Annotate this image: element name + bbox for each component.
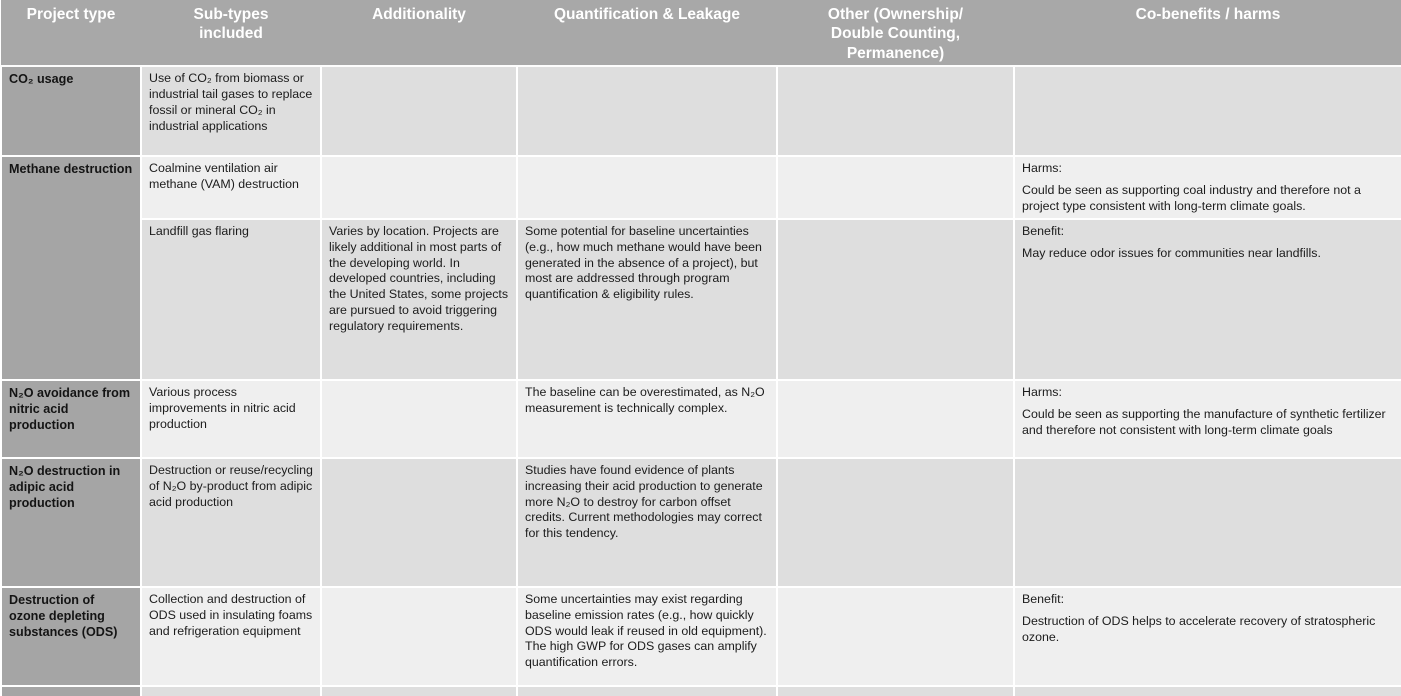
quantification-cell: Some potential for baseline uncertainties (e.g., how much methane would have been generated in the absence of a project), but most are addressed through program quantification & eligibility rules. bbox=[517, 219, 777, 380]
header-project-type bbox=[1, 0, 141, 66]
project-type-cell: Destruction of ozone depleting substances (ODS) bbox=[1, 587, 141, 686]
project-type-cell: Methane destruction bbox=[1, 156, 141, 380]
header-row bbox=[1, 0, 1401, 66]
header-cobenefits-harms bbox=[1014, 0, 1401, 66]
cobenefit-label: Benefit: bbox=[1022, 223, 1065, 238]
empty-cell bbox=[321, 66, 517, 156]
empty-cell bbox=[777, 380, 1014, 458]
empty-cell bbox=[777, 686, 1014, 696]
project-type-cell: N₂O destruction in adipic acid production bbox=[1, 458, 141, 587]
empty-cell bbox=[1014, 66, 1401, 156]
header-label: Co-benefits / harms bbox=[1135, 6, 1281, 23]
empty-cell bbox=[777, 587, 1014, 686]
header-label: Other (Ownership/ Double Counting, Permanence) bbox=[827, 6, 964, 62]
cobenefit-label: Harms: bbox=[1022, 161, 1062, 176]
row-methane-landfill bbox=[1, 219, 1401, 380]
empty-cell bbox=[777, 66, 1014, 156]
header-label: Quantification & Leakage bbox=[553, 6, 741, 23]
header-sub-types bbox=[141, 0, 321, 66]
empty-cell bbox=[1014, 686, 1401, 696]
header-other-ownership bbox=[777, 0, 1014, 66]
cobenefit-text: Destruction of ODS helps to accelerate recovery of stratospheric ozone. bbox=[1022, 613, 1376, 644]
subtypes-cell: Destruction or reuse/recycling of N₂O by-product from adipic acid production bbox=[141, 458, 321, 587]
header-quantification-leakage bbox=[517, 0, 777, 66]
subtypes-cell: Collection and destruction of ODS used in insulating foams and refrigeration equipment bbox=[141, 587, 321, 686]
cobenefits-cell bbox=[1014, 219, 1401, 380]
row-methane-vam bbox=[1, 156, 1401, 219]
row-co2-usage bbox=[1, 66, 1401, 156]
subtypes-cell: Landfill gas flaring bbox=[141, 219, 321, 380]
header-additionality bbox=[321, 0, 517, 66]
additionality-cell: Varies by location. Projects are likely additional in most parts of the developing world. In developed countries, including the United States, some projects are pursued to avoid triggering regulatory requirements. bbox=[321, 219, 517, 380]
empty-cell bbox=[517, 66, 777, 156]
empty-cell bbox=[321, 380, 517, 458]
quantification-cell: Some uncertainties may exist regarding baseline emission rates (e.g., how quickly ODS would leak if reused in old equipment). The high GWP for ODS gases can amplify quantification errors. bbox=[517, 587, 777, 686]
cobenefit-label: Harms: bbox=[1022, 384, 1062, 399]
cobenefits-cell bbox=[1014, 380, 1401, 458]
empty-cell bbox=[777, 156, 1014, 219]
empty-cell bbox=[777, 219, 1014, 380]
cobenefits-cell bbox=[1014, 156, 1401, 219]
empty-cell bbox=[321, 686, 517, 696]
subtypes-cell: Use of CO₂ from biomass or industrial tail gases to replace fossil or mineral CO₂ in industrial applications bbox=[141, 66, 321, 156]
cobenefit-text: Could be seen as supporting the manufacture of synthetic fertilizer and therefore not consistent with long-term climate goals bbox=[1022, 406, 1386, 437]
cobenefit-text: Could be seen as supporting coal industry and therefore not a project type consistent with long-term climate goals. bbox=[1022, 183, 1361, 213]
project-type-cell: N₂O avoidance from nitric acid production bbox=[1, 380, 141, 458]
subtypes-cell: Coalmine ventilation air methane (VAM) destruction bbox=[141, 156, 321, 219]
empty-cell bbox=[777, 458, 1014, 587]
cobenefits-cell bbox=[1014, 587, 1401, 686]
row-cutoff bbox=[1, 686, 1401, 696]
row-n2o-nitric bbox=[1, 380, 1401, 458]
empty-cell bbox=[321, 587, 517, 686]
empty-cell bbox=[321, 458, 517, 587]
header-label: Sub-types included bbox=[193, 6, 269, 43]
cobenefit-label: Benefit: bbox=[1022, 591, 1065, 606]
header-label: Additionality bbox=[372, 6, 466, 23]
empty-cell bbox=[321, 156, 517, 219]
empty-cell bbox=[1014, 458, 1401, 587]
empty-cell bbox=[517, 156, 777, 219]
project-type-cell bbox=[1, 686, 141, 696]
quantification-cell: The baseline can be overestimated, as N₂O measurement is technically complex. bbox=[517, 380, 777, 458]
quantification-cell: Studies have found evidence of plants increasing their acid production to generate more N₂O to destroy for carbon offset credits. Current methodologies may correct for this tendency. bbox=[517, 458, 777, 587]
empty-cell bbox=[141, 686, 321, 696]
empty-cell bbox=[517, 686, 777, 696]
header-label: Project type bbox=[26, 6, 116, 23]
subtypes-cell: Various process improvements in nitric acid production bbox=[141, 380, 321, 458]
cobenefit-text: May reduce odor issues for communities near landfills. bbox=[1022, 245, 1321, 260]
row-ods bbox=[1, 587, 1401, 686]
row-n2o-adipic bbox=[1, 458, 1401, 587]
project-type-cell: CO₂ usage bbox=[1, 66, 141, 156]
